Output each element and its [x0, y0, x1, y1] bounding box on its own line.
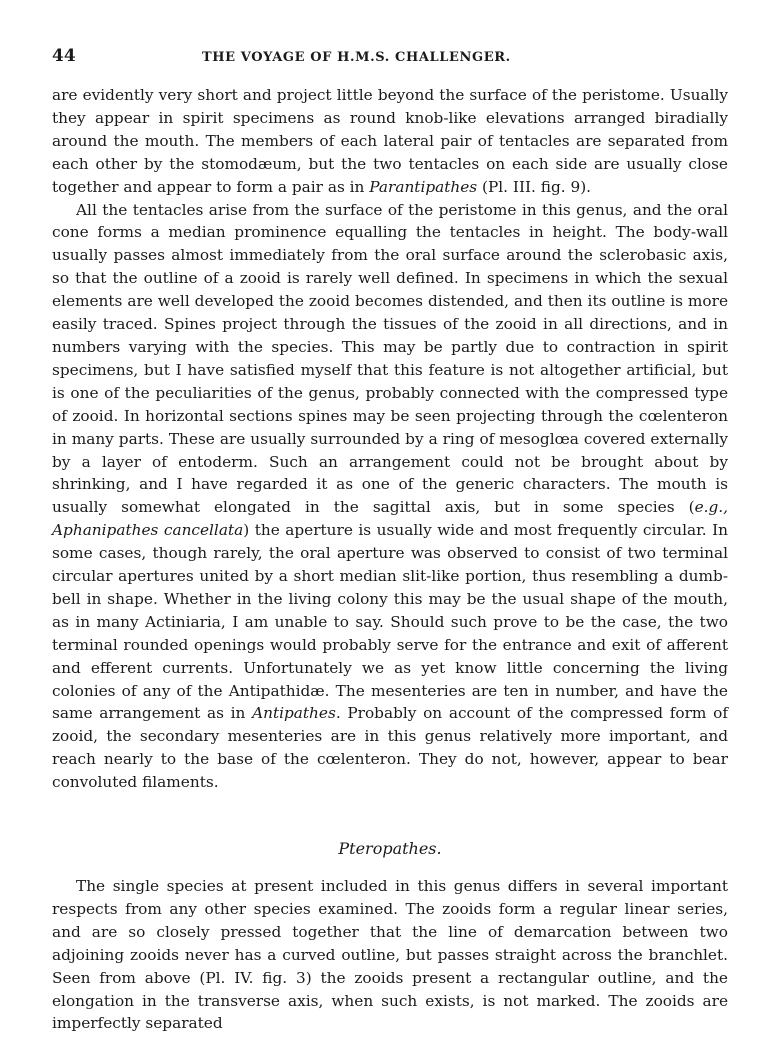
paragraph-2-italic-2: Antipathes [252, 704, 336, 723]
page-number: 44 [52, 46, 76, 66]
paragraph-1 [52, 84, 728, 199]
paragraph-1-italic: Parantipathes [369, 177, 478, 196]
page-header [52, 44, 728, 84]
paragraph-2-text-b: ) the aperture is usually wide and most frequently circular. In some cases, though rarely, the oral aperture was observed to consist of two terminal circular apertures united by a short median slit-like portion, thus resembling a dumb-bell in shape. Whether in the living colony this may be the usual shape of the mouth, as in many Actiniaria, I am unable to say. Should such prove to be the case, the two terminal rounded openings would probably serve for the entrance and exit of afferent and efferent currents. Unfortunately we as yet know little concerning the living colonies of any of the Antipathidæ. The mesenteries are ten in number, and have the same arrangement as in [52, 521, 728, 723]
running-title: THE VOYAGE OF H.M.S. CHALLENGER. [202, 50, 511, 65]
paragraph-2-italic-1: e.g., Aphanipathes cancellata [52, 498, 728, 540]
paragraph-2-text-c: . Probably on account of the compressed form of zooid, the secondary mesenteries are in this genus relatively more important, and reach nearly to the base of the cœlenteron. They do not, however, appear to bear convoluted filaments. [52, 704, 728, 792]
section-title: Pteropathes. [338, 839, 442, 859]
paragraph-1-end: (Pl. III. fig. 9). [477, 177, 592, 196]
paragraph-2-text-a: All the tentacles arise from the surface of the peristome in this genus, and the oral cone forms a median prominence equalling the tentacles in height. The body-wall usually passes almost immediately from the oral surface around the sclerobasic axis, so that the outline of a zooid is rarely well defined. In specimens in which the sexual elements are well developed the zooid becomes distended, and then its outline is more easily traced. Spines project through the tissues of the zooid in all directions, and in numbers varying with the species. This may be partly due to contraction in spirit specimens, but I have satisfied myself that this feature is not altogether artificial, but is one of the peculiarities of the genus, probably connected with the compressed type of zooid. In horizontal sections spines may be seen projecting through the cœlenteron in many parts. These are usually surrounded by a ring of mesoglœa covered externally by a layer of entoderm. Such an arrangement could not be brought about by shrinking, and I have regarded it as one of the generic characters. The mouth is usually somewhat elongated in the sagittal axis, but in some species ( [52, 200, 728, 517]
paragraph-1-text: are evidently very short and project little beyond the surface of the peristome. Usually they appear in spirit specimens as round knob-like elevations arranged biradially around the mouth. The members of each lateral pair of tentacles are separated from each other by the stomodæum, but the two tentacles on each side are usually close together and appear to form a pair as in [52, 86, 728, 196]
body-text [52, 84, 728, 1035]
paragraph-2 [52, 199, 728, 795]
paragraph-3: The single species at present included in this genus differs in several important respects from any other species examined. The zooids form a regular linear series, and are so closely pressed together that the line of demarcation between two adjoining zooids never has a curved outline, but passes straight across the branchlet. Seen from above (Pl. IV. fig. 3) the zooids present a rectangular outline, and the elongation in the transverse axis, when such exists, is not marked. The zooids are imperfectly separated [52, 877, 728, 1033]
